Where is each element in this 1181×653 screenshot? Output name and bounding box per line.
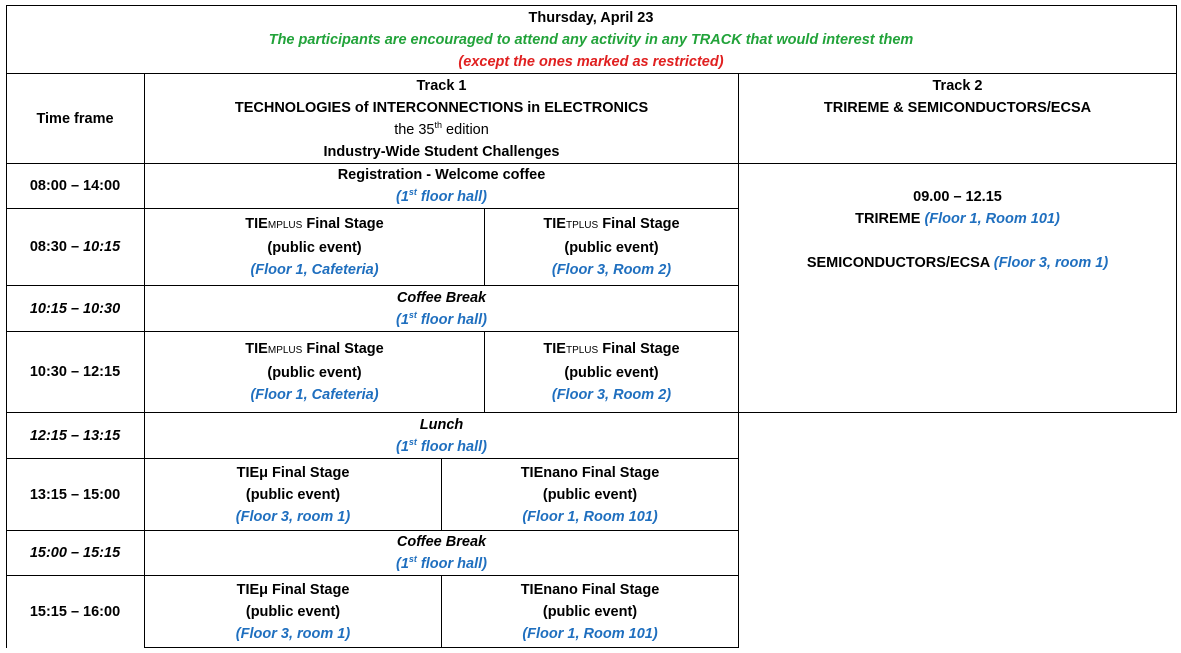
time-label: 15:15 – 16:00 bbox=[29, 603, 121, 620]
coffee-break-cell bbox=[145, 531, 738, 575]
time-frame-header bbox=[6, 74, 144, 163]
session-title: TIEnano Final Stage bbox=[520, 464, 660, 481]
border-right bbox=[1176, 5, 1177, 413]
tienano-cell bbox=[442, 459, 738, 530]
session-note: (public event) bbox=[245, 486, 341, 503]
session-title: Coffee Break bbox=[396, 289, 487, 306]
session-location: (Floor 1, Room 101) bbox=[522, 625, 658, 642]
session-title: TIETPLUS Final Stage bbox=[543, 216, 680, 232]
session-title: TIEμ Final Stage bbox=[236, 581, 350, 598]
time-label: 08:00 – 14:00 bbox=[29, 178, 121, 194]
participants-note: The participants are encouraged to attend any activity in any TRACK that would interest them bbox=[268, 31, 914, 48]
session-location: (Floor 3, room 1) bbox=[235, 625, 351, 642]
date-title: Thursday, April 23 bbox=[528, 9, 654, 26]
session-location: (1st floor hall) bbox=[395, 554, 487, 572]
tienano-cell bbox=[442, 576, 738, 647]
session-location: (1st floor hall) bbox=[395, 436, 487, 455]
track1-subtitle: Industry-Wide Student Challenges bbox=[323, 143, 560, 160]
time-label: 12:15 – 13:15 bbox=[29, 427, 121, 444]
session-location: (Floor 1, Room 101) bbox=[522, 508, 658, 525]
session-title: Lunch bbox=[419, 416, 464, 433]
session-note: (public event) bbox=[542, 486, 638, 503]
session-note: (public event) bbox=[564, 240, 659, 256]
session-location: (Floor 3, room 1) bbox=[235, 508, 351, 525]
track1-edition: the 35th edition bbox=[394, 119, 489, 138]
time-label: 13:15 – 15:00 bbox=[29, 486, 121, 503]
session-title: TIEMPLUS Final Stage bbox=[245, 341, 384, 357]
session-note: (public event) bbox=[564, 365, 659, 381]
time-label: 10:30 – 12:15 bbox=[29, 364, 121, 380]
tiemu-cell bbox=[145, 576, 441, 647]
tiemplus-cell bbox=[145, 209, 484, 285]
track1-name: Track 1 bbox=[416, 77, 467, 94]
track2-name: Track 2 bbox=[932, 78, 983, 94]
session-note: (public event) bbox=[245, 603, 341, 620]
tiemplus-cell bbox=[145, 332, 484, 412]
session-title: TIEnano Final Stage bbox=[520, 581, 660, 598]
track1-title: TECHNOLOGIES of INTERCONNECTIONS in ELECTRONICS bbox=[234, 99, 649, 116]
time-cell bbox=[6, 459, 144, 530]
session-title: TIEMPLUS Final Stage bbox=[245, 216, 384, 232]
session-title: Registration - Welcome coffee bbox=[337, 167, 546, 183]
time-cell bbox=[6, 413, 144, 458]
time-label: 08:30 – 10:15 bbox=[29, 239, 121, 255]
time-cell bbox=[6, 209, 144, 285]
session-note: (public event) bbox=[267, 240, 362, 256]
restriction-note: (except the ones marked as restricted) bbox=[458, 53, 724, 70]
session-location: (Floor 3, Room 2) bbox=[551, 262, 672, 278]
track2-sessions bbox=[739, 164, 1176, 412]
registration-cell bbox=[145, 164, 738, 208]
time-cell bbox=[6, 332, 144, 412]
session-location: (1st floor hall) bbox=[395, 309, 487, 328]
time-cell bbox=[6, 286, 144, 331]
track2-time: 09.00 – 12.15 bbox=[913, 189, 1002, 205]
session-location: (1st floor hall) bbox=[395, 187, 487, 205]
tietplus-cell bbox=[485, 332, 738, 412]
time-cell bbox=[6, 576, 144, 647]
time-label: 15:00 – 15:15 bbox=[29, 545, 121, 561]
tietplus-cell bbox=[485, 209, 738, 285]
track2-header bbox=[739, 74, 1176, 163]
time-frame-label: Time frame bbox=[36, 110, 114, 127]
session-location: (Floor 3, Room 2) bbox=[551, 387, 672, 403]
time-cell bbox=[6, 164, 144, 208]
track1-header bbox=[145, 74, 738, 163]
time-cell bbox=[6, 531, 144, 575]
day-header bbox=[6, 6, 1176, 73]
trireme-session: TRIREME (Floor 1, Room 101) bbox=[855, 211, 1060, 227]
semiconductors-session: SEMICONDUCTORS/ECSA (Floor 3, room 1) bbox=[806, 255, 1109, 271]
session-title: TIEμ Final Stage bbox=[236, 464, 350, 481]
session-location: (Floor 1, Cafeteria) bbox=[250, 387, 379, 403]
time-label: 10:15 – 10:30 bbox=[29, 300, 121, 317]
session-location: (Floor 1, Cafeteria) bbox=[250, 262, 379, 278]
session-note: (public event) bbox=[267, 365, 362, 381]
track2-title: TRIREME & SEMICONDUCTORS/ECSA bbox=[823, 100, 1092, 116]
lunch-cell bbox=[145, 413, 738, 458]
session-note: (public event) bbox=[542, 603, 638, 620]
coffee-break-cell bbox=[145, 286, 738, 331]
session-title: Coffee Break bbox=[396, 534, 487, 550]
tiemu-cell bbox=[145, 459, 441, 530]
session-title: TIETPLUS Final Stage bbox=[543, 341, 680, 357]
